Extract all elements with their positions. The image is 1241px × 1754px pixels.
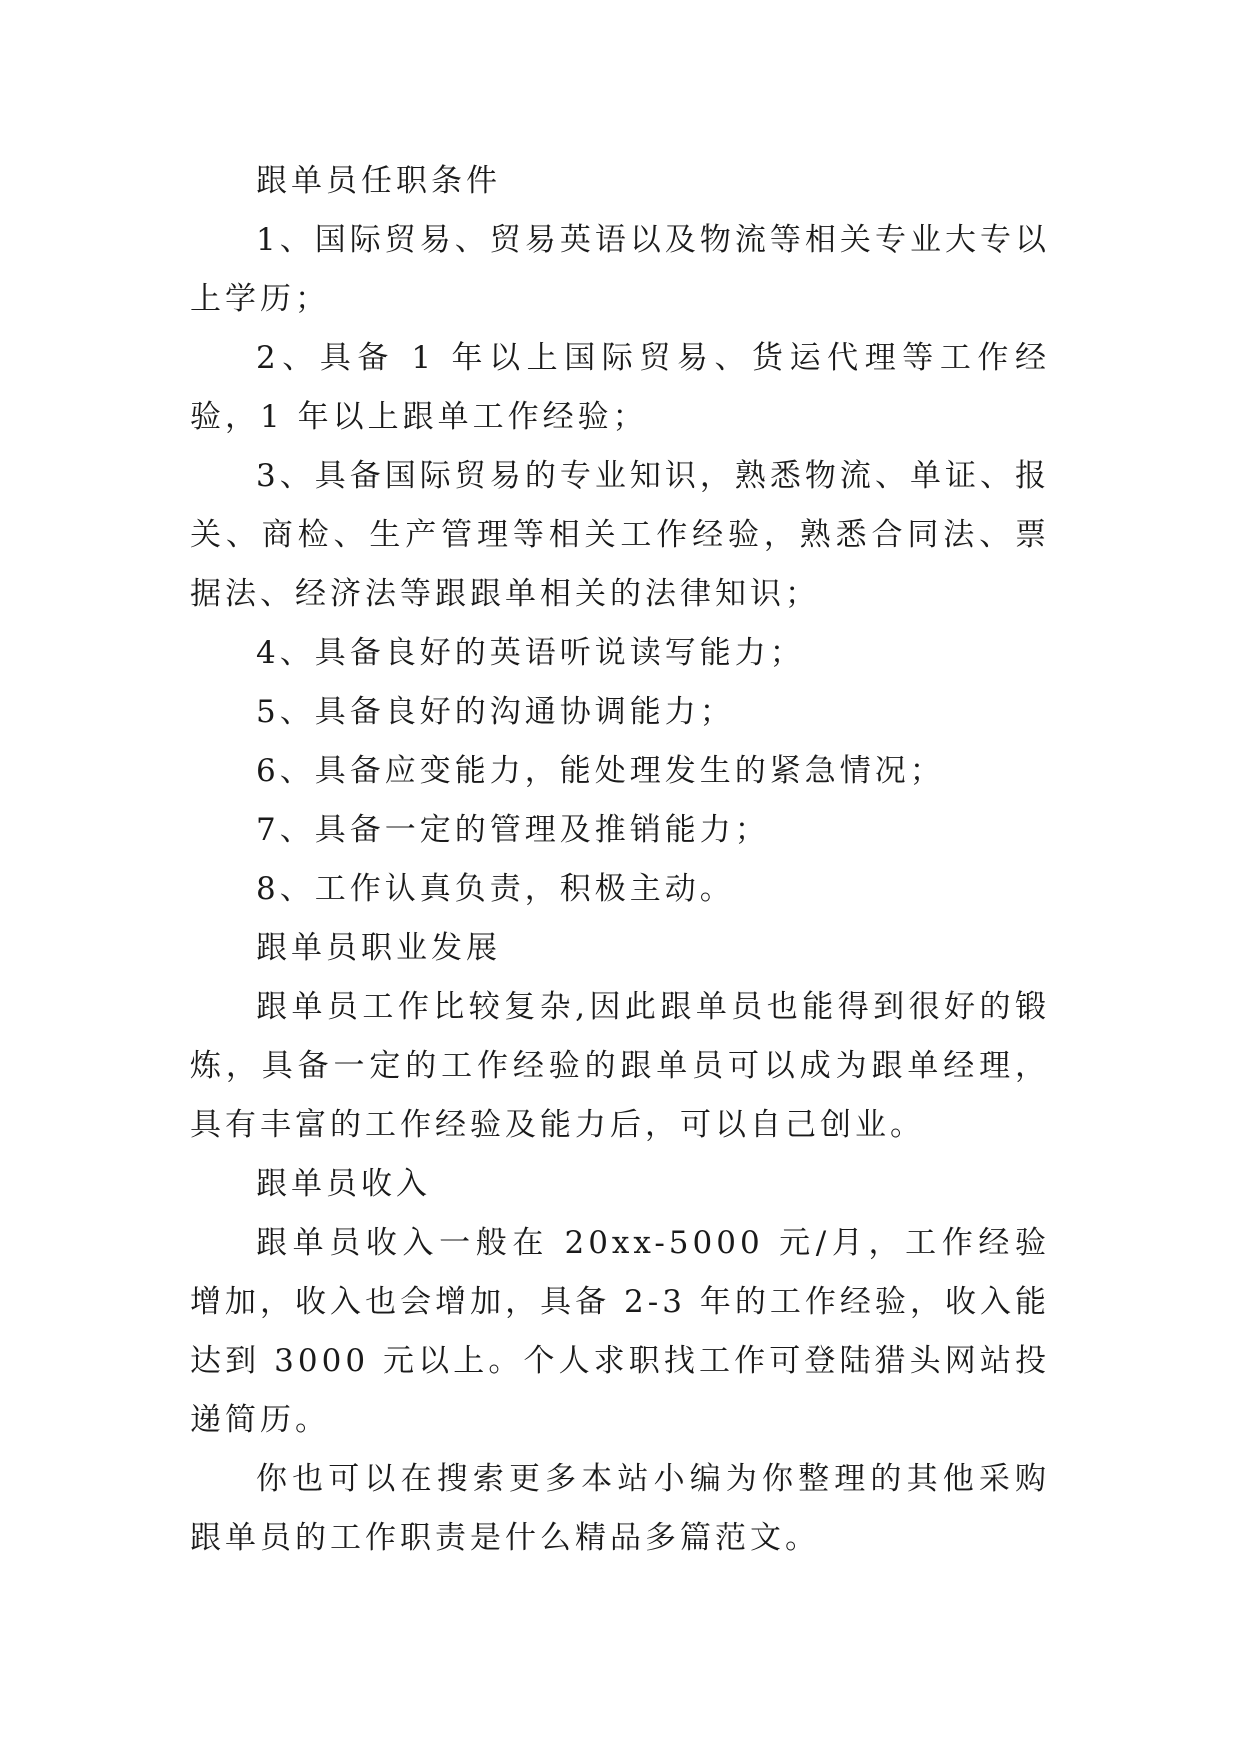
- section-heading-career: 跟单员职业发展: [256, 930, 501, 966]
- career-paragraph: 跟单员工作比较复杂,因此跟单员也能得到很好的锻炼，具备一定的工作经验的跟单员可以成为跟单经理，具有丰富的工作经验及能力后，可以自己创业。: [190, 989, 1050, 1143]
- closing-paragraph: 你也可以在搜索更多本站小编为你整理的其他采购跟单员的工作职责是什么精品多篇范文。: [190, 1461, 1050, 1556]
- section-heading-requirements: 跟单员任职条件: [256, 163, 501, 199]
- requirement-item-3: 3、具备国际贸易的专业知识，熟悉物流、单证、报关、商检、生产管理等相关工作经验，熟悉合同法、票据法、经济法等跟跟单相关的法律知识；: [190, 458, 1050, 612]
- requirement-item-8: 8、工作认真负责，积极主动。: [256, 871, 735, 907]
- requirement-item-2: 2、具备 1 年以上国际贸易、货运代理等工作经验，1 年以上跟单工作经验；: [190, 340, 1050, 435]
- requirement-item-5: 5、具备良好的沟通协调能力；: [256, 694, 735, 730]
- requirement-item-1: 1、国际贸易、贸易英语以及物流等相关专业大专以上学历；: [190, 222, 1050, 317]
- requirement-item-6: 6、具备应变能力，能处理发生的紧急情况；: [256, 753, 945, 789]
- income-paragraph: 跟单员收入一般在 20xx-5000 元/月，工作经验增加，收入也会增加，具备 2-3 年的工作经验，收入能达到 3000 元以上。个人求职找工作可登陆猎头网站投递简历。: [190, 1225, 1050, 1438]
- requirement-item-4: 4、具备良好的英语听说读写能力；: [256, 635, 805, 671]
- requirement-item-7: 7、具备一定的管理及推销能力；: [256, 812, 770, 848]
- document-body: [190, 152, 1050, 1568]
- section-heading-income: 跟单员收入: [256, 1166, 431, 1202]
